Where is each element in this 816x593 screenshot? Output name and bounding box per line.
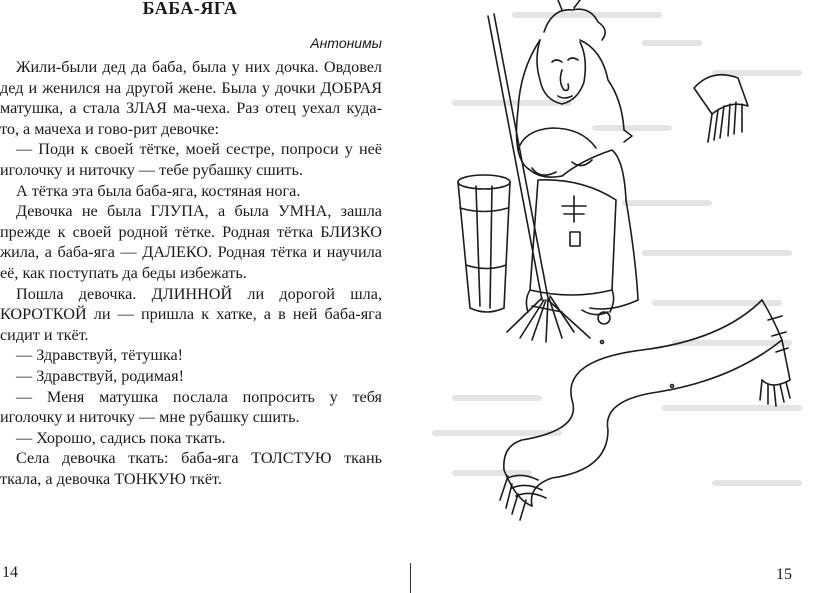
left-page bbox=[0, 0, 400, 593]
paragraph: — Меня матушка послала попросить у тебя иголочку и ниточку — мне рубашку сшить. bbox=[0, 387, 382, 427]
story-subtitle: Антонимы bbox=[310, 35, 382, 51]
right-page bbox=[412, 0, 816, 593]
paragraph: Пошла девочка. ДЛИННОЙ ли дорогой шла, КОРОТКОЙ ли — пришла к хатке, а в ней баба-яга сидит и ткёт. bbox=[0, 284, 382, 344]
spine-divider bbox=[410, 563, 411, 593]
paragraph: — Здравствуй, тётушка! bbox=[16, 346, 184, 365]
paragraph: — Поди к своей тётке, моей сестре, попроси у неё иголочку и ниточку — тебе рубашку сшить. bbox=[0, 140, 382, 179]
bucket-icon bbox=[458, 175, 510, 312]
paragraph: Девочка не была ГЛУПА, а была УМНА, зашла прежде к своей родной тётке. Родная тётка БЛИЗКО жила, а баба-яга — ДАЛЕКО. Родная тётка и научила её, как поступать да беды избежать. bbox=[0, 202, 382, 282]
paragraph: — Хорошо, садись пока ткать. bbox=[16, 428, 226, 447]
baba-yaga-illustration bbox=[412, 0, 816, 593]
story-text bbox=[0, 57, 382, 489]
paragraph: Жили-были дед да баба, была у них дочка. Овдовел дед и женился на другой жене. Была у дочки ДОБРАЯ матушка, а стала ЗЛАЯ ма-чеха. Раз отец уехал куда-то, а мачеха и гово-рит девочке: bbox=[0, 58, 382, 138]
page-number-left: 14 bbox=[2, 564, 18, 581]
baba-yaga-figure bbox=[517, 0, 639, 324]
story-title: БАБА-ЯГА bbox=[142, 0, 238, 18]
paragraph: Села девочка ткать: баба-яга ТОЛСТУЮ ткань ткала, а девочка ТОНКУЮ ткёт. bbox=[0, 449, 382, 488]
paragraph: — Здравствуй, родимая! bbox=[16, 366, 184, 385]
page-number-right: 15 bbox=[776, 566, 792, 583]
towel-icon bbox=[694, 75, 748, 142]
paragraph: А тётка эта была баба-яга, костяная нога. bbox=[16, 181, 301, 200]
embroidered-towel-icon bbox=[500, 300, 790, 520]
